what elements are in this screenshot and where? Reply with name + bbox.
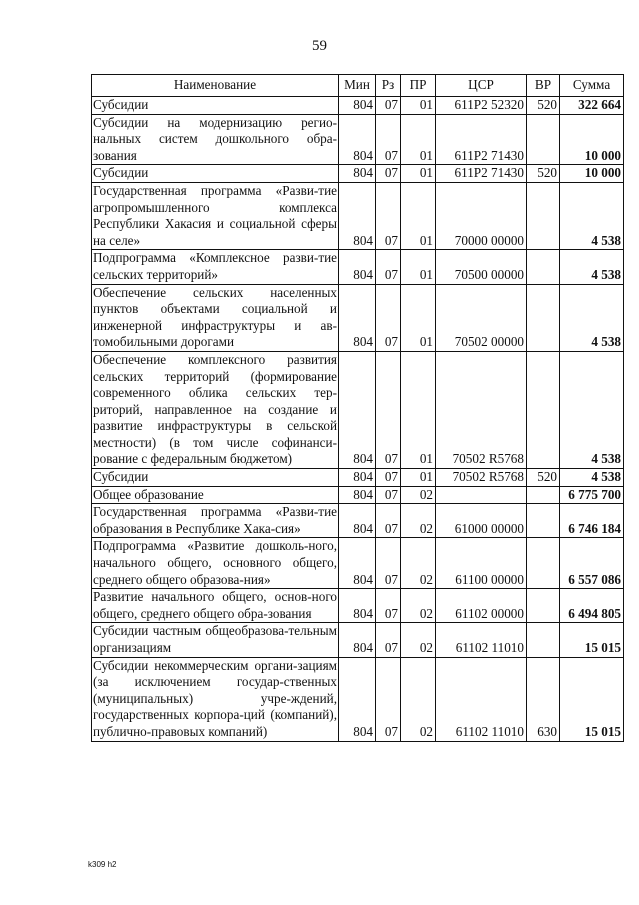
row-csr-cell xyxy=(436,486,527,504)
row-rz-cell: 07 xyxy=(376,97,401,115)
row-min-cell: 804 xyxy=(339,504,376,538)
row-pr-cell: 02 xyxy=(401,486,436,504)
row-sum-cell: 4 538 xyxy=(560,284,624,351)
row-name-cell: Субсидии xyxy=(92,165,339,183)
table-row xyxy=(92,165,624,183)
row-pr-cell: 01 xyxy=(401,182,436,249)
row-name-cell: Подпрограмма «Комплексное разви-тие сельских территорий» xyxy=(92,250,339,284)
footer-code: k309 h2 xyxy=(88,860,117,869)
row-min-cell: 804 xyxy=(339,284,376,351)
row-pr-cell: 01 xyxy=(401,97,436,115)
row-csr-cell: 611Р2 71430 xyxy=(436,165,527,183)
row-csr-cell: 61000 00000 xyxy=(436,504,527,538)
row-rz-cell: 07 xyxy=(376,623,401,657)
row-sum-cell: 4 538 xyxy=(560,469,624,487)
row-name-cell: Подпрограмма «Развитие дошколь-ного, начального общего, основного общего, среднего общего образова-ния» xyxy=(92,538,339,589)
table-body xyxy=(92,97,624,742)
row-vr-cell xyxy=(527,284,560,351)
row-pr-cell: 01 xyxy=(401,469,436,487)
table-row xyxy=(92,469,624,487)
table-row xyxy=(92,657,624,741)
row-pr-cell: 01 xyxy=(401,114,436,165)
row-min-cell: 804 xyxy=(339,469,376,487)
row-min-cell: 804 xyxy=(339,657,376,741)
row-csr-cell: 70500 00000 xyxy=(436,250,527,284)
row-rz-cell: 07 xyxy=(376,182,401,249)
row-csr-cell: 611Р2 52320 xyxy=(436,97,527,115)
table-row xyxy=(92,97,624,115)
row-vr-cell xyxy=(527,623,560,657)
row-csr-cell: 70502 R5768 xyxy=(436,469,527,487)
row-sum-cell: 6 775 700 xyxy=(560,486,624,504)
header-min: Мин xyxy=(339,75,376,97)
header-name: Наименование xyxy=(92,75,339,97)
row-vr-cell xyxy=(527,182,560,249)
row-name-cell: Обеспечение комплексного развития сельских территорий (формирование современного облика сельских тер-риторий, направленное на создание и развитие инфраструктуры в сельской местности) (в том числе софинанси-рование с федеральным бюджетом) xyxy=(92,351,339,468)
table-row xyxy=(92,504,624,538)
row-vr-cell xyxy=(527,486,560,504)
row-min-cell: 804 xyxy=(339,182,376,249)
row-name-cell: Субсидии частным общеобразова-тельным организациям xyxy=(92,623,339,657)
row-rz-cell: 07 xyxy=(376,538,401,589)
row-csr-cell: 61100 00000 xyxy=(436,538,527,589)
row-rz-cell: 07 xyxy=(376,504,401,538)
page-number: 59 xyxy=(312,38,327,54)
row-pr-cell: 01 xyxy=(401,250,436,284)
row-pr-cell: 02 xyxy=(401,657,436,741)
row-pr-cell: 02 xyxy=(401,623,436,657)
row-name-cell: Субсидии некоммерческим органи-зациям (за исключением государ-ственных (муниципальных) учре-ждений, государственных корпора-ций (компаний), публично-правовых компаний) xyxy=(92,657,339,741)
row-sum-cell: 15 015 xyxy=(560,623,624,657)
header-sum: Сумма xyxy=(560,75,624,97)
table-header-row xyxy=(92,75,624,97)
row-min-cell: 804 xyxy=(339,538,376,589)
row-vr-cell: 520 xyxy=(527,97,560,115)
row-sum-cell: 6 494 805 xyxy=(560,589,624,623)
table-row xyxy=(92,589,624,623)
row-csr-cell: 70502 00000 xyxy=(436,284,527,351)
table-row xyxy=(92,351,624,468)
row-name-cell: Обеспечение сельских населенных пунктов объектами социальной и инженерной инфраструктуры и ав-томобильными дорогами xyxy=(92,284,339,351)
row-sum-cell: 10 000 xyxy=(560,165,624,183)
row-pr-cell: 02 xyxy=(401,504,436,538)
row-name-cell: Государственная программа «Разви-тие образования в Республике Хака-сия» xyxy=(92,504,339,538)
row-min-cell: 804 xyxy=(339,623,376,657)
row-vr-cell: 520 xyxy=(527,469,560,487)
row-sum-cell: 10 000 xyxy=(560,114,624,165)
row-csr-cell: 70000 00000 xyxy=(436,182,527,249)
row-vr-cell xyxy=(527,250,560,284)
row-name-cell: Государственная программа «Разви-тие агропромышленного комплекса Республики Хакасия и социальной сферы на селе» xyxy=(92,182,339,249)
row-min-cell: 804 xyxy=(339,486,376,504)
row-name-cell: Субсидии xyxy=(92,469,339,487)
row-sum-cell: 15 015 xyxy=(560,657,624,741)
header-csr: ЦСР xyxy=(436,75,527,97)
row-sum-cell: 4 538 xyxy=(560,250,624,284)
row-name-cell: Общее образование xyxy=(92,486,339,504)
row-vr-cell: 630 xyxy=(527,657,560,741)
row-pr-cell: 02 xyxy=(401,589,436,623)
row-min-cell: 804 xyxy=(339,589,376,623)
row-rz-cell: 07 xyxy=(376,486,401,504)
row-sum-cell: 4 538 xyxy=(560,351,624,468)
row-sum-cell: 6 746 184 xyxy=(560,504,624,538)
row-name-cell: Субсидии на модернизацию регио-нальных систем дошкольного обра-зования xyxy=(92,114,339,165)
row-rz-cell: 07 xyxy=(376,250,401,284)
row-vr-cell xyxy=(527,351,560,468)
table-row xyxy=(92,250,624,284)
row-csr-cell: 70502 R5768 xyxy=(436,351,527,468)
row-rz-cell: 07 xyxy=(376,351,401,468)
table-row xyxy=(92,114,624,165)
row-pr-cell: 01 xyxy=(401,351,436,468)
header-vr: ВР xyxy=(527,75,560,97)
header-pr: ПР xyxy=(401,75,436,97)
row-min-cell: 804 xyxy=(339,250,376,284)
row-vr-cell xyxy=(527,504,560,538)
row-sum-cell: 4 538 xyxy=(560,182,624,249)
row-csr-cell: 611Р2 71430 xyxy=(436,114,527,165)
row-sum-cell: 322 664 xyxy=(560,97,624,115)
row-csr-cell: 61102 11010 xyxy=(436,657,527,741)
row-rz-cell: 07 xyxy=(376,165,401,183)
row-pr-cell: 01 xyxy=(401,165,436,183)
row-vr-cell xyxy=(527,589,560,623)
row-csr-cell: 61102 00000 xyxy=(436,589,527,623)
row-name-cell: Развитие начального общего, основ-ного общего, среднего общего обра-зования xyxy=(92,589,339,623)
row-min-cell: 804 xyxy=(339,165,376,183)
header-rz: Рз xyxy=(376,75,401,97)
budget-table xyxy=(91,74,624,742)
table-row xyxy=(92,284,624,351)
row-min-cell: 804 xyxy=(339,97,376,115)
table-row xyxy=(92,538,624,589)
row-min-cell: 804 xyxy=(339,114,376,165)
table-row xyxy=(92,623,624,657)
row-rz-cell: 07 xyxy=(376,284,401,351)
row-pr-cell: 01 xyxy=(401,284,436,351)
row-vr-cell xyxy=(527,538,560,589)
table-row xyxy=(92,182,624,249)
row-rz-cell: 07 xyxy=(376,589,401,623)
row-rz-cell: 07 xyxy=(376,469,401,487)
row-pr-cell: 02 xyxy=(401,538,436,589)
row-min-cell: 804 xyxy=(339,351,376,468)
table-row xyxy=(92,486,624,504)
row-vr-cell xyxy=(527,114,560,165)
row-rz-cell: 07 xyxy=(376,114,401,165)
row-sum-cell: 6 557 086 xyxy=(560,538,624,589)
row-name-cell: Субсидии xyxy=(92,97,339,115)
row-vr-cell: 520 xyxy=(527,165,560,183)
row-rz-cell: 07 xyxy=(376,657,401,741)
row-csr-cell: 61102 11010 xyxy=(436,623,527,657)
